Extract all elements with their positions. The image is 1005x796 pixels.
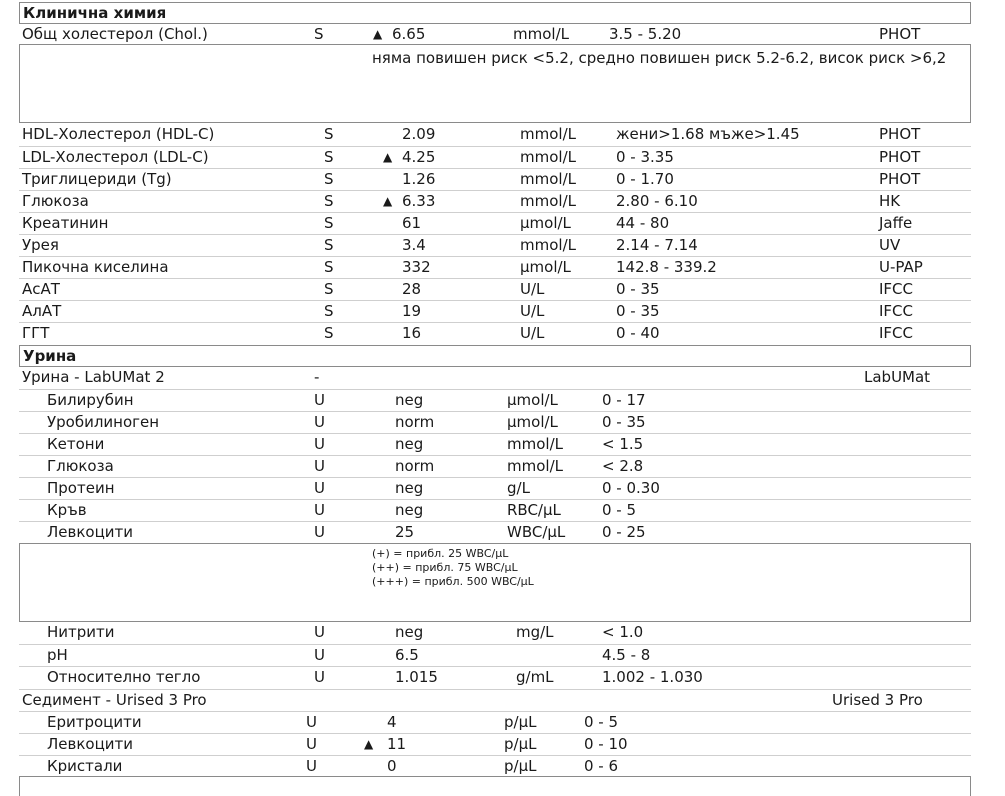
table-row (19, 190, 971, 212)
reference-range: жени>1.68 мъже>1.45 (616, 125, 800, 143)
unit: WBC/µL (507, 523, 566, 541)
unit: g/L (507, 479, 530, 497)
sample-type: S (324, 302, 334, 320)
reference-range: 0 - 3.35 (616, 148, 674, 166)
test-name: Кристали (47, 757, 123, 775)
reference-range: 0 - 1.70 (616, 170, 674, 188)
sample-type: U (314, 623, 325, 641)
table-row (19, 168, 971, 190)
test-name: Урея (22, 236, 59, 254)
table-row (19, 24, 971, 46)
sample-type: U (306, 713, 317, 731)
test-name: Левкоцити (47, 523, 134, 541)
note-line: (++) = прибл. 75 WBC/µL (372, 561, 518, 574)
table-row (19, 278, 971, 300)
sample-type: S (324, 258, 334, 276)
reference-range: 0 - 10 (584, 735, 628, 753)
test-name: pH (47, 646, 68, 664)
result-value: 4.25 (402, 148, 436, 166)
test-name: Кетони (47, 435, 105, 453)
result-value: 3.4 (402, 236, 426, 254)
reference-range: 0 - 35 (616, 302, 660, 320)
sample-type: U (314, 479, 325, 497)
result-value: norm (395, 457, 435, 475)
sample-type: U (306, 757, 317, 775)
table-row (19, 411, 971, 433)
unit: mmol/L (520, 236, 576, 254)
unit: µmol/L (520, 258, 571, 276)
table-row (19, 521, 971, 543)
sample-type: S (324, 236, 334, 254)
reference-range: 1.002 - 1.030 (602, 668, 703, 686)
result-value: 28 (402, 280, 422, 298)
reference-range: 2.80 - 6.10 (616, 192, 698, 210)
reference-range: 0 - 6 (584, 757, 619, 775)
unit: U/L (520, 280, 545, 298)
test-name: Еритроцити (47, 713, 142, 731)
sample-type: U (314, 435, 325, 453)
test-name: Билирубин (47, 391, 134, 409)
reference-range: < 2.8 (602, 457, 644, 475)
method: PHOT (879, 170, 921, 188)
unit: p/µL (504, 735, 537, 753)
unit: µmol/L (520, 214, 571, 232)
unit: mmol/L (507, 457, 563, 475)
method: Jaffe (879, 214, 913, 232)
unit: RBC/µL (507, 501, 561, 519)
test-name: Триглицериди (Tg) (22, 170, 172, 188)
sample-type: U (314, 668, 325, 686)
section-header-urine (19, 345, 971, 367)
table-row (19, 256, 971, 278)
table-row (19, 477, 971, 499)
up-arrow-icon: ▲ (373, 27, 383, 41)
sample-type: U (314, 457, 325, 475)
test-name: Общ холестерол (Chol.) (22, 25, 208, 43)
reference-range: 2.14 - 7.14 (616, 236, 698, 254)
wbc-note (19, 543, 971, 622)
reference-range: 0 - 5 (584, 713, 619, 731)
note-line: (+++) = прибл. 500 WBC/µL (372, 575, 534, 588)
result-value: 4 (387, 713, 397, 731)
result-value: 11 (387, 735, 407, 753)
method: UV (879, 236, 901, 254)
group-name: Седимент - Urised 3 Pro (22, 691, 207, 709)
note-line: (+) = прибл. 25 WBC/µL (372, 547, 509, 560)
table-row (19, 622, 971, 644)
unit: mmol/L (513, 25, 569, 43)
sample-type: U (314, 391, 325, 409)
sample-type: - (314, 368, 320, 386)
result-value: 19 (402, 302, 422, 320)
group-row-sediment (19, 689, 971, 711)
method: PHOT (879, 125, 921, 143)
table-row (19, 234, 971, 256)
sample-type: S (324, 280, 334, 298)
sample-type: S (324, 125, 334, 143)
sample-type: U (314, 413, 325, 431)
unit: µmol/L (507, 391, 558, 409)
result-value: 61 (402, 214, 422, 232)
test-name: Глюкоза (22, 192, 89, 210)
reference-range: 4.5 - 8 (602, 646, 651, 664)
method: PHOT (879, 25, 921, 43)
unit: mmol/L (520, 170, 576, 188)
table-row (19, 433, 971, 455)
result-value: 2.09 (402, 125, 436, 143)
sample-type: S (324, 214, 334, 232)
reference-range: < 1.0 (602, 623, 644, 641)
reference-range: 0 - 35 (616, 280, 660, 298)
sample-type: S (324, 170, 334, 188)
test-name: Глюкоза (47, 457, 114, 475)
method: Urised 3 Pro (832, 691, 923, 709)
up-arrow-icon: ▲ (364, 737, 374, 751)
result-value: 1.015 (395, 668, 438, 686)
result-value: 6.5 (395, 646, 419, 664)
table-row (19, 711, 971, 733)
sample-type: S (324, 192, 334, 210)
reference-range: < 1.5 (602, 435, 644, 453)
test-name: АлАТ (22, 302, 62, 320)
table-row (19, 389, 971, 411)
test-name: Нитрити (47, 623, 115, 641)
sample-type: U (306, 735, 317, 753)
result-value: neg (395, 501, 424, 519)
sample-type: S (314, 25, 324, 43)
unit: U/L (520, 302, 545, 320)
reference-range: 142.8 - 339.2 (616, 258, 717, 276)
unit: mg/L (516, 623, 554, 641)
table-row (19, 733, 971, 755)
reference-range: 0 - 25 (602, 523, 646, 541)
test-name: АсАТ (22, 280, 60, 298)
table-row (19, 644, 971, 666)
method: IFCC (879, 302, 913, 320)
unit: mmol/L (520, 125, 576, 143)
section-header-chemistry (19, 2, 971, 24)
up-arrow-icon: ▲ (383, 150, 393, 164)
reference-range: 0 - 17 (602, 391, 646, 409)
table-row (19, 146, 971, 168)
unit: mmol/L (520, 148, 576, 166)
method: U-PAP (879, 258, 923, 276)
sample-type: U (314, 501, 325, 519)
table-row (19, 755, 971, 777)
result-value: 0 (387, 757, 397, 775)
test-name: HDL-Холестерол (HDL-C) (22, 125, 215, 143)
table-row (19, 322, 971, 344)
test-name: Креатинин (22, 214, 109, 232)
method: LabUMat (864, 368, 931, 386)
result-value: 1.26 (402, 170, 436, 188)
test-name: Кръв (47, 501, 87, 519)
result-value: 6.65 (392, 25, 426, 43)
test-name: Левкоцити (47, 735, 134, 753)
group-row-labumat (19, 367, 971, 389)
test-name: Пикочна киселина (22, 258, 169, 276)
result-value: neg (395, 435, 424, 453)
sample-type: S (324, 148, 334, 166)
reference-range: 44 - 80 (616, 214, 670, 232)
table-row (19, 300, 971, 322)
table-row (19, 212, 971, 234)
method: IFCC (879, 324, 913, 342)
result-value: neg (395, 479, 424, 497)
method: HK (879, 192, 901, 210)
sample-type: U (314, 646, 325, 664)
method: IFCC (879, 280, 913, 298)
table-row (19, 455, 971, 477)
note-text: няма повишен риск <5.2, средно повишен риск 5.2-6.2, висок риск >6,2 (372, 49, 947, 67)
result-value: 6.33 (402, 192, 436, 210)
table-row (19, 124, 971, 146)
test-name: ГГТ (22, 324, 50, 342)
reference-range: 0 - 40 (616, 324, 660, 342)
result-value: neg (395, 623, 424, 641)
bottom-note-box (19, 776, 971, 796)
method: PHOT (879, 148, 921, 166)
test-name: Уробилиноген (47, 413, 160, 431)
result-value: 16 (402, 324, 422, 342)
reference-range: 0 - 5 (602, 501, 637, 519)
table-row (19, 499, 971, 521)
unit: p/µL (504, 757, 537, 775)
up-arrow-icon: ▲ (383, 194, 393, 208)
unit: mmol/L (520, 192, 576, 210)
unit: U/L (520, 324, 545, 342)
table-row (19, 666, 971, 688)
result-value: norm (395, 413, 435, 431)
unit: µmol/L (507, 413, 558, 431)
cholesterol-note (19, 44, 971, 123)
result-value: neg (395, 391, 424, 409)
reference-range: 0 - 0.30 (602, 479, 660, 497)
result-value: 332 (402, 258, 431, 276)
unit: p/µL (504, 713, 537, 731)
reference-range: 0 - 35 (602, 413, 646, 431)
test-name: LDL-Холестерол (LDL-C) (22, 148, 209, 166)
test-name: Относително тегло (47, 668, 201, 686)
sample-type: S (324, 324, 334, 342)
section-title: Урина (23, 347, 77, 365)
group-name: Урина - LabUMat 2 (22, 368, 165, 386)
unit: mmol/L (507, 435, 563, 453)
sample-type: U (314, 523, 325, 541)
result-value: 25 (395, 523, 415, 541)
unit: g/mL (516, 668, 554, 686)
test-name: Протеин (47, 479, 115, 497)
reference-range: 3.5 - 5.20 (609, 25, 682, 43)
section-title: Клинична химия (23, 4, 167, 22)
